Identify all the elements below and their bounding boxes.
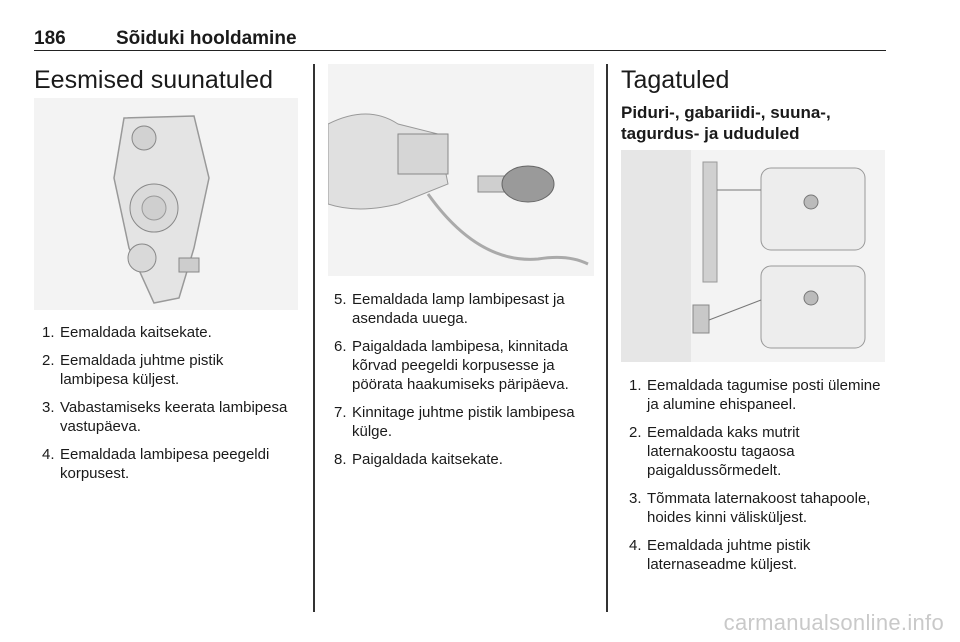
list-item: 7. Kinnitage juhtme pistik lambipesa külge. [334,404,575,440]
list-item: 2. Eemaldada juhtme pistik lambipesa küljest. [42,352,224,388]
bulb-replacement-illustration [328,64,594,276]
list-item: 5. Eemaldada lamp lambipesast ja asendada uuega. [334,291,565,327]
chapter-title: Sõiduki hooldamine [116,28,297,49]
steps-list [34,323,294,492]
page-header [34,22,886,51]
steps-list [621,376,889,583]
list-item: 8. Paigaldada kaitsekate. [334,451,503,468]
list-item: 3. Vabastamiseks keerata lambipesa vastupäeva. [42,399,288,435]
list-item: 1. Eemaldada kaitsekate. [42,324,212,341]
list-item: 4. Eemaldada lambipesa peegeldi korpusest. [42,446,270,482]
section-heading: Tagatuled [621,66,730,94]
tail-lamp-illustration [621,150,885,362]
column-divider [313,64,315,612]
list-item: 2. Eemaldada kaks mutrit laternakoostu tagaosa paigaldussõrmedelt. [629,424,800,479]
subsection-heading: Piduri-, gabariidi-, suuna-, tagurdus- ja ududuled [621,103,831,143]
column-divider [606,64,608,612]
list-item: 3. Tõmmata laternakoost tahapoole, hoides kinni välisküljest. [629,490,871,526]
section-heading: Eesmised suunatuled [34,66,274,94]
headlamp-illustration [34,98,298,310]
list-item: 4. Eemaldada juhtme pistik laternaseadme küljest. [629,537,811,573]
steps-list [326,290,598,478]
page-number: 186 [34,28,66,49]
watermark: carmanualsonline.info [723,610,944,635]
list-item: 6. Paigaldada lambipesa, kinnitada kõrvad peegeldi korpusesse ja pöörata haakumiseks päripäeva. [334,338,569,393]
list-item: 1. Eemaldada tagumise posti ülemine ja alumine ehispaneel. [629,377,881,413]
